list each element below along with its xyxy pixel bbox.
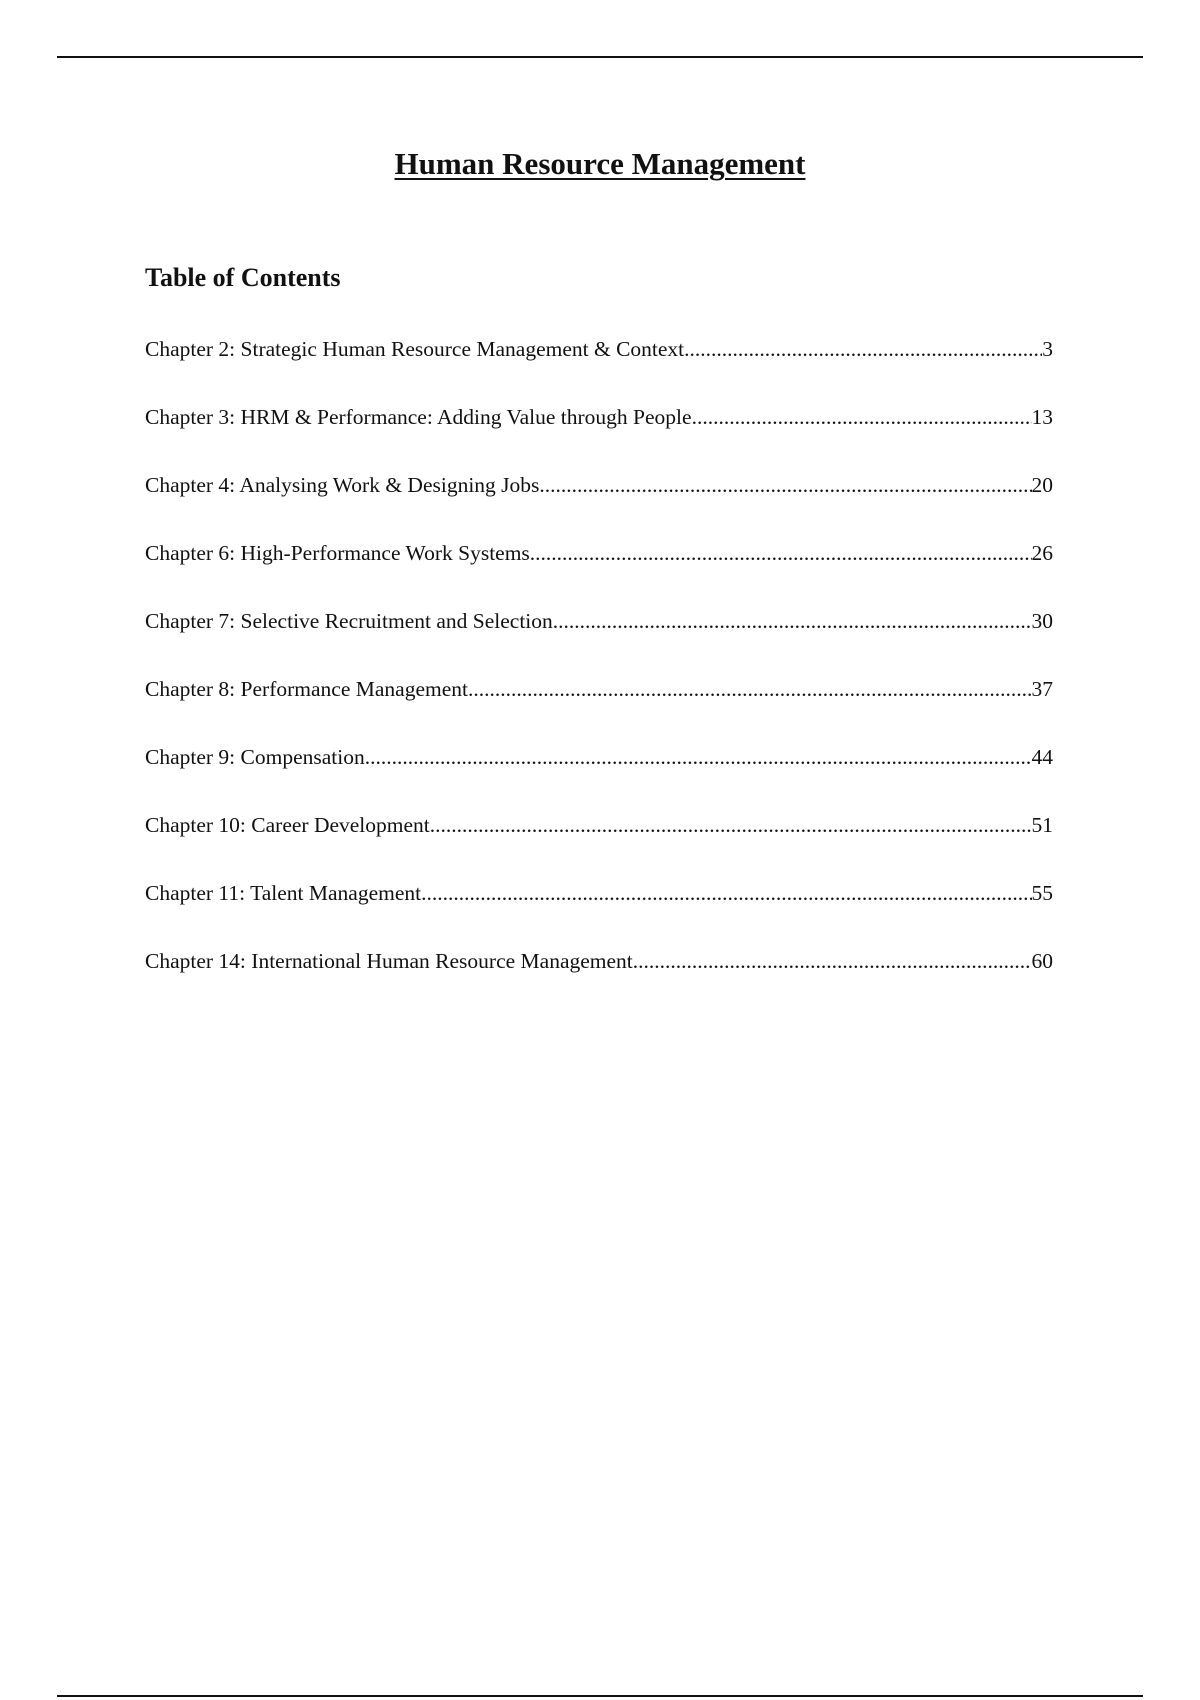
toc-entry[interactable] (145, 813, 1053, 881)
toc-entry[interactable] (145, 881, 1053, 949)
toc-list (145, 337, 1053, 1017)
toc-leader-dots (430, 813, 1032, 839)
toc-entry-label: Chapter 9: Compensation (145, 745, 365, 769)
toc-entry[interactable] (145, 541, 1053, 609)
toc-leader-dots (468, 677, 1032, 703)
toc-leader-dots (421, 881, 1031, 907)
toc-entry[interactable] (145, 949, 1053, 1017)
toc-entry[interactable] (145, 745, 1053, 813)
toc-leader-dots (684, 337, 1042, 363)
toc-entry-label: Chapter 6: High-Performance Work Systems (145, 541, 530, 565)
toc-entry-page: 55 (1031, 881, 1053, 905)
toc-leader-dots (692, 405, 1032, 431)
toc-entry[interactable] (145, 473, 1053, 541)
toc-entry-page: 13 (1031, 405, 1053, 429)
bottom-rule (57, 1695, 1143, 1697)
toc-entry-page: 37 (1031, 677, 1053, 701)
toc-leader-dots (530, 541, 1032, 567)
toc-entry-page: 20 (1031, 473, 1053, 497)
toc-entry-page: 44 (1031, 745, 1053, 769)
toc-entry-page: 60 (1031, 949, 1053, 973)
toc-entry-label: Chapter 14: International Human Resource Management (145, 949, 633, 973)
toc-entry-label: Chapter 4: Analysing Work & Designing Jobs (145, 473, 540, 497)
toc-entry-page: 3 (1042, 337, 1053, 361)
toc-entry-label: Chapter 3: HRM & Performance: Adding Value through People (145, 405, 692, 429)
toc-entry-page: 51 (1031, 813, 1053, 837)
toc-entry-label: Chapter 7: Selective Recruitment and Selection (145, 609, 553, 633)
toc-entry-label: Chapter 11: Talent Management (145, 881, 422, 905)
toc-entry-label: Chapter 2: Strategic Human Resource Management & Context (145, 337, 685, 361)
toc-entry-label: Chapter 10: Career Development (145, 813, 430, 837)
toc-entry-page: 30 (1031, 609, 1053, 633)
toc-entry-page: 26 (1031, 541, 1053, 565)
toc-leader-dots (365, 745, 1032, 771)
toc-leader-dots (539, 473, 1031, 499)
toc-leader-dots (633, 949, 1032, 975)
top-rule (57, 56, 1143, 58)
toc-entry[interactable] (145, 609, 1053, 677)
toc-leader-dots (553, 609, 1032, 635)
toc-entry[interactable] (145, 677, 1053, 745)
toc-entry[interactable] (145, 405, 1053, 473)
toc-heading: Table of Contents (145, 263, 341, 292)
toc-entry[interactable] (145, 337, 1053, 405)
document-title: Human Resource Management (394, 146, 806, 181)
toc-entry-label: Chapter 8: Performance Management (145, 677, 468, 701)
